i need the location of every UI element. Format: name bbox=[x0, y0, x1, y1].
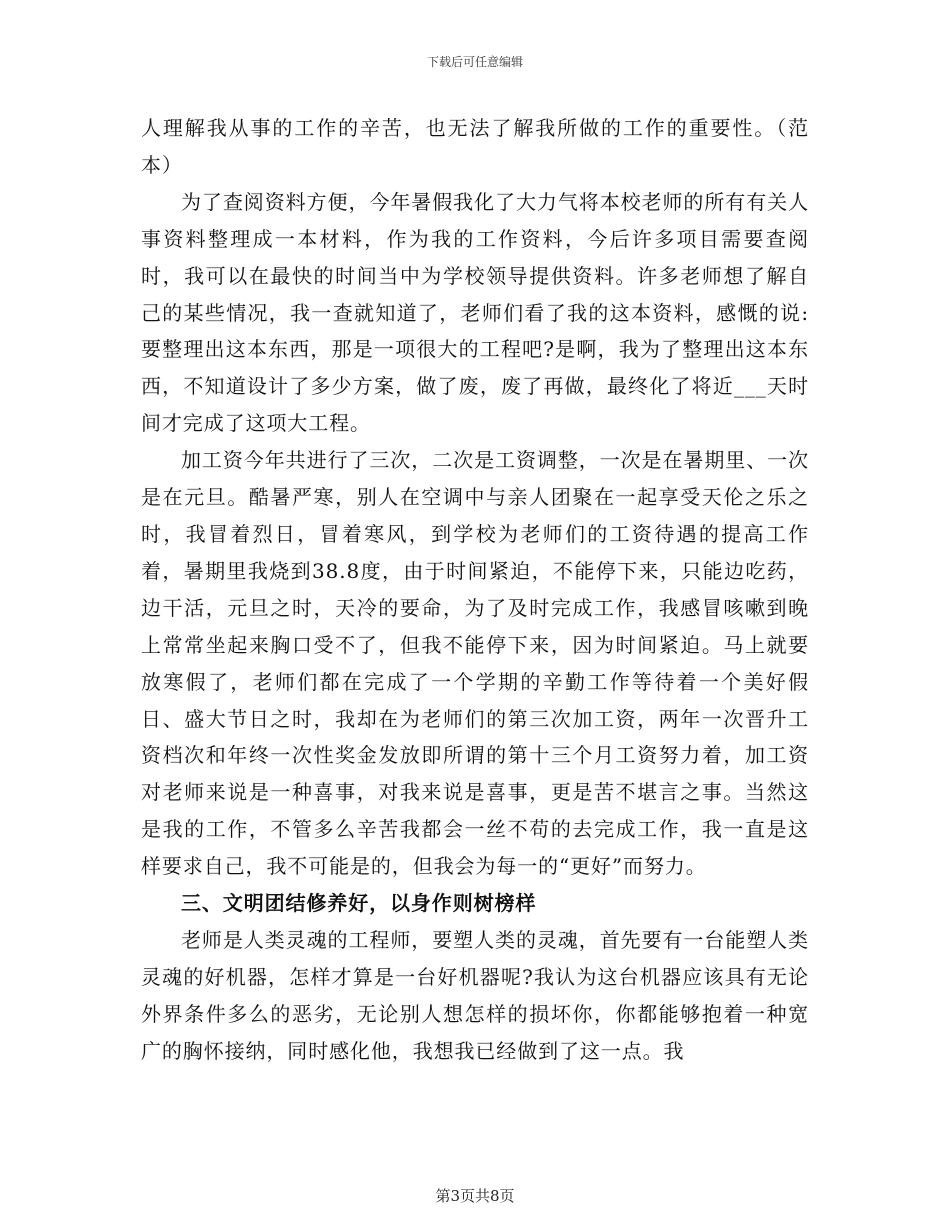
document-body bbox=[141, 110, 809, 1070]
paragraph-salary-adjustment: 加工资今年共进行了三次，二次是工资调整，一次是在暑期里、一次是在元旦。酷暑严寒，别人在空调中与亲人团聚在一起享受天伦之乐之时，我冒着烈日，冒着寒风，到学校为老师们的工资待遇的提高工作着，暑期里我烧到38.8度，由于时间紧迫，不能停下来，只能边吃药，边干活，元旦之时，天冷的要命，为了及时完成工作，我感冒咳嗽到晚上常常坐起来胸口受不了，但我不能停下来，因为时间紧迫。马上就要放寒假了，老师们都在完成了一个学期的辛勤工作等待着一个美好假日、盛大节日之时，我却在为老师们的第三次加工资，两年一次晋升工资档次和年终一次性奖金发放即所谓的第十三个月工资努力着，加工资对老师来说是一种喜事，对我来说是喜事，更是苦不堪言之事。当然这是我的工作，不管多么辛苦我都会一丝不苟的去完成工作，我一直是这样要求自己，我不可能是的，但我会为每一的“更好”而努力。 bbox=[141, 448, 809, 879]
page-header: 下载后可任意编辑 bbox=[426, 55, 523, 69]
page-number: 第3页共8页 bbox=[435, 1187, 515, 1205]
paragraph-teacher-role: 老师是人类灵魂的工程师，要塑人类的灵魂，首先要有一台能塑人类灵魂的好机器，怎样才算是一台好机器呢?我认为这台机器应该具有无论外界条件多么的恶劣，无论别人想怎样的损坏你，你都能够抱着一种宽广的胸怀接纳，同时感化他，我想我已经做到了这一点。我 bbox=[141, 927, 809, 1063]
paragraph-personnel-records: 为了查阅资料方便，今年暑假我化了大力气将本校老师的所有有关人事资料整理成一本材料，作为我的工作资料，今后许多项目需要查阅时，我可以在最快的时间当中为学校领导提供资料。许多老师想了解自己的某些情况，我一查就知道了，老师们看了我的这本资料，感慨的说:要整理出这本东西，那是一项很大的工程吧?是啊，我为了整理出这本东西，不知道设计了多少方案，做了废，废了再做，最终化了将近___天时间才完成了这项大工程。 bbox=[141, 189, 809, 436]
paragraph-continuation: 人理解我从事的工作的辛苦，也无法了解我所做的工作的重要性。（范本） bbox=[141, 116, 809, 177]
section-heading: 三、文明团结修养好，以身作则树榜样 bbox=[181, 891, 537, 916]
